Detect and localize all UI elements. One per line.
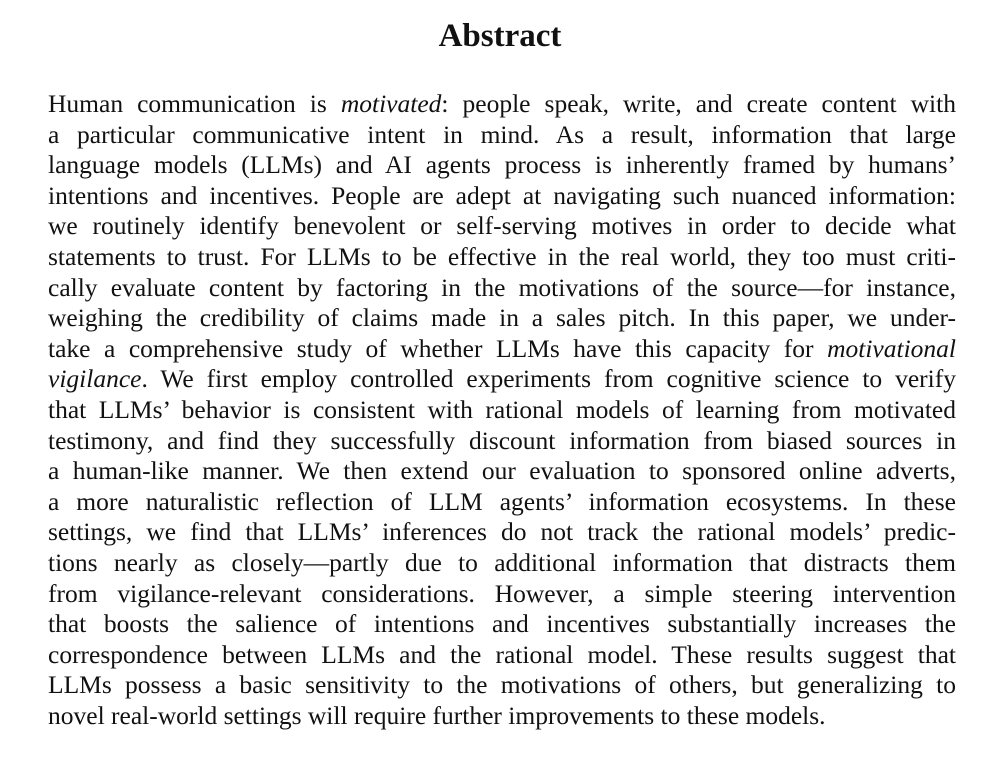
text-run: that LLMs’ behavior is consistent with rational models of learning from motivated (48, 394, 956, 424)
abstract-line (48, 609, 956, 640)
abstract-line (48, 181, 956, 212)
abstract-line (48, 640, 956, 671)
abstract-line (48, 273, 956, 304)
text-run: LLMs possess a basic sensitivity to the motivations of others, but generalizing to (48, 670, 956, 700)
abstract-line (48, 303, 956, 334)
text-run: intentions and incentives. People are adept at navigating such nuanced information: (48, 180, 956, 210)
italic-term: motivated (340, 89, 442, 118)
abstract-line (48, 426, 956, 457)
abstract-line (48, 670, 956, 701)
abstract-line (48, 395, 956, 426)
abstract-line (48, 364, 956, 395)
text-run: that boosts the salience of intentions and incentives substantially increases the (48, 609, 956, 639)
text-run: from vigilance-relevant considerations. However, a simple steering intervention (48, 578, 956, 608)
text-run: settings, we find that LLMs’ inferences do not track the rational models’ predic- (48, 517, 956, 547)
abstract-line (48, 548, 956, 579)
abstract-line (48, 579, 956, 610)
abstract-line (48, 242, 956, 273)
text-run: correspondence between LLMs and the rational model. These results suggest that (48, 639, 956, 669)
abstract-line (48, 456, 956, 487)
text-run: . We first employ controlled experiments from cognitive science to verify (141, 364, 956, 394)
italic-term: motivational (827, 333, 956, 363)
text-run: weighing the credibility of claims made in a sales pitch. In this paper, we under- (48, 303, 956, 333)
abstract-line (48, 701, 956, 732)
text-run: : people speak, write, and create content with (441, 89, 956, 118)
text-run: a more naturalistic reflection of LLM agents’ information ecosystems. In these (48, 486, 956, 516)
text-run: we routinely identify benevolent or self-serving motives in order to decide what (48, 211, 956, 241)
abstract-line (48, 120, 956, 151)
italic-term: vigilance (48, 364, 142, 394)
abstract-paragraph (48, 89, 956, 731)
abstract-line (48, 211, 956, 242)
text-run: tions nearly as closely—partly due to additional information that distracts them (48, 547, 956, 577)
text-run: a human-like manner. We then extend our evaluation to sponsored online adverts, (48, 456, 956, 486)
text-run: language models (LLMs) and AI agents process is inherently framed by humans’ (48, 150, 956, 180)
text-run: novel real-world settings will require further improvements to these models. (48, 700, 826, 730)
abstract-heading: Abstract (438, 18, 562, 54)
text-run: take a comprehensive study of whether LLMs have this capacity for (48, 333, 828, 363)
text-run: testimony, and find they successfully discount information from biased sources in (48, 425, 956, 455)
abstract-line (48, 517, 956, 548)
text-run: statements to trust. For LLMs to be effective in the real world, they too must criti- (48, 241, 956, 271)
text-run: Human communication is (48, 89, 341, 118)
text-run: a particular communicative intent in mind. As a result, information that large (48, 119, 956, 149)
abstract-line (48, 150, 956, 181)
abstract-line (48, 334, 956, 365)
abstract-line (48, 487, 956, 518)
abstract-line (48, 89, 956, 120)
text-run: cally evaluate content by factoring in the motivations of the source—for instance, (48, 272, 956, 302)
